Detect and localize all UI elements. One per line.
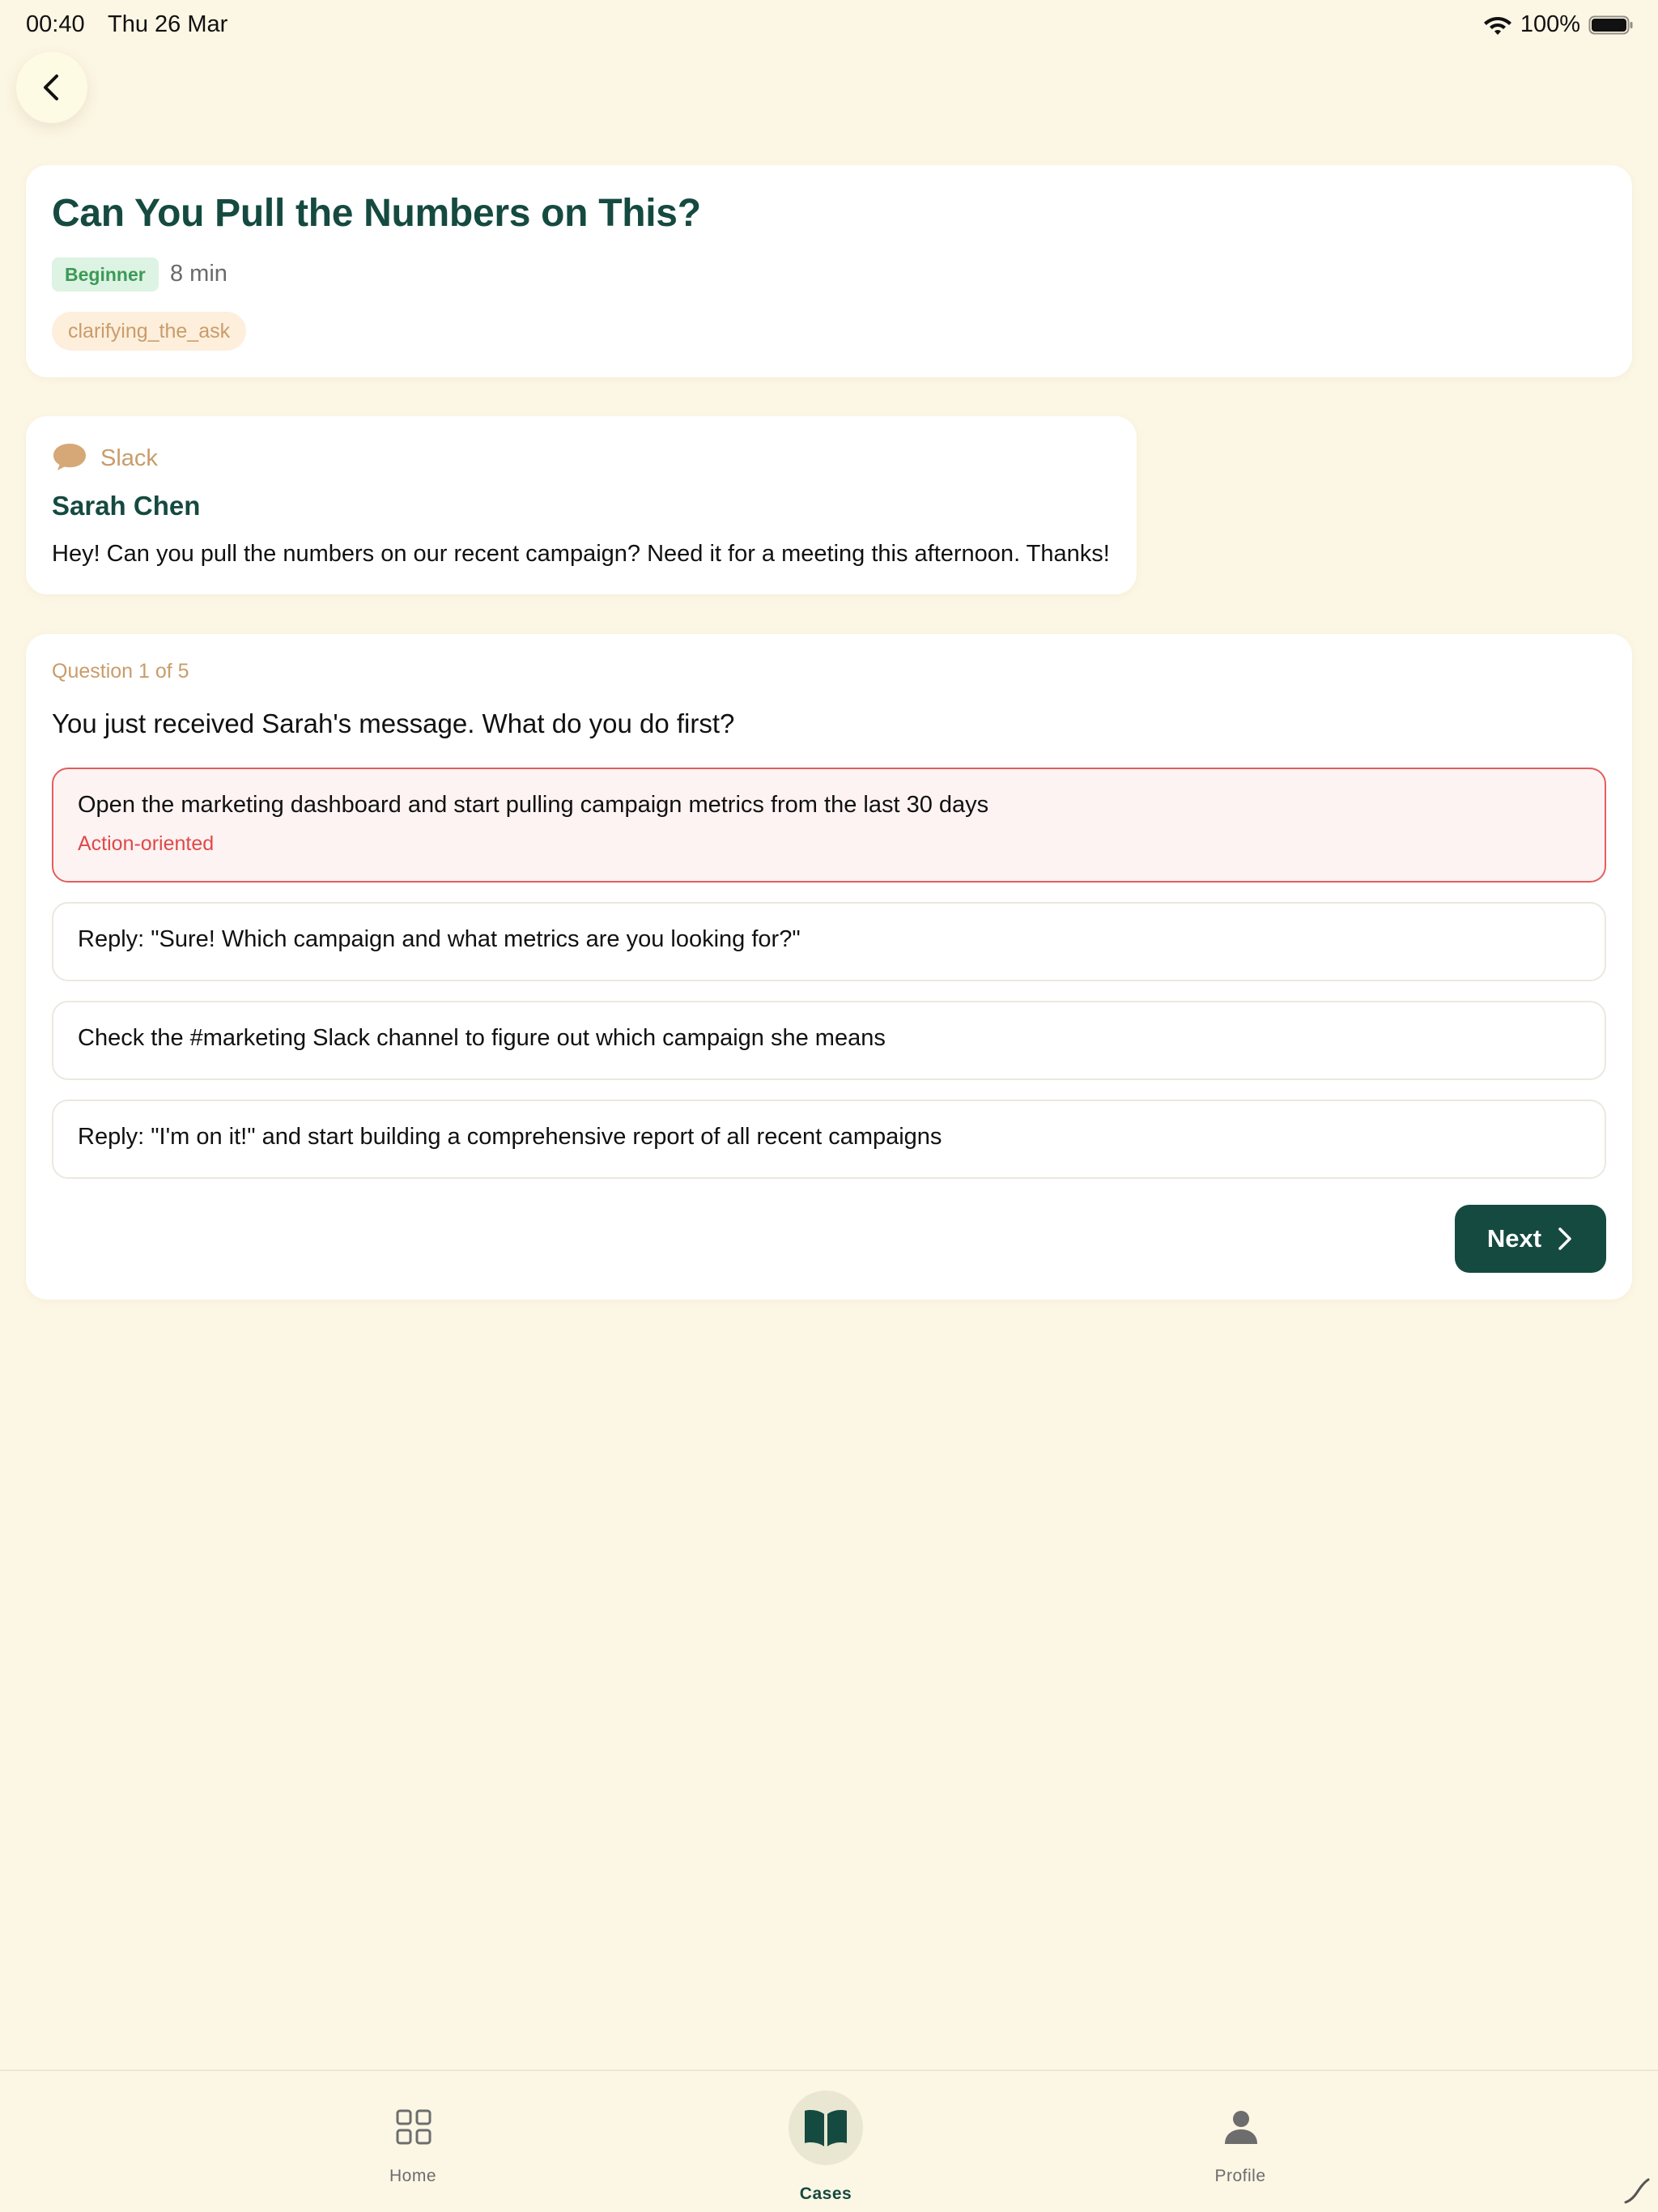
skill-tag: clarifying_the_ask bbox=[52, 312, 246, 351]
question-counter: Question 1 of 5 bbox=[52, 660, 189, 683]
tab-cases-label: Cases bbox=[799, 2184, 852, 2203]
battery-percentage: 100% bbox=[1520, 11, 1580, 37]
chevron-right-icon bbox=[1556, 1226, 1574, 1252]
back-button[interactable] bbox=[16, 52, 87, 123]
case-header-card bbox=[26, 165, 1632, 377]
answer-option-text: Check the #marketing Slack channel to figure out which campaign she means bbox=[78, 1025, 886, 1051]
chevron-left-icon bbox=[36, 71, 68, 104]
status-time: 00:40 bbox=[26, 11, 85, 37]
answer-option-4[interactable] bbox=[52, 1100, 1606, 1179]
message-text: Hey! Can you pull the numbers on our recent campaign? Need it for a meeting this afternoon. Thanks! bbox=[52, 541, 1110, 567]
tab-home-label: Home bbox=[389, 2167, 437, 2185]
channel-name: Slack bbox=[100, 445, 158, 471]
answer-option-text: Open the marketing dashboard and start pulling campaign metrics from the last 30 days bbox=[78, 792, 989, 818]
question-prompt: You just received Sarah's message. What do you do first? bbox=[52, 708, 735, 738]
grid-icon bbox=[395, 2108, 432, 2146]
book-icon bbox=[802, 2108, 849, 2148]
answer-option-text: Reply: "I'm on it!" and start building a comprehensive report of all recent campaigns bbox=[78, 1124, 942, 1150]
person-icon bbox=[1222, 2108, 1260, 2146]
tab-home[interactable] bbox=[332, 2071, 494, 2212]
case-title: Can You Pull the Numbers on This? bbox=[52, 192, 701, 235]
next-button[interactable] bbox=[1455, 1205, 1606, 1273]
bottom-tab-bar bbox=[0, 2069, 1658, 2212]
status-bar bbox=[0, 0, 1658, 52]
answer-option-2[interactable] bbox=[52, 902, 1606, 981]
status-indicators bbox=[1483, 11, 1634, 38]
duration-label: 8 min bbox=[170, 261, 227, 287]
scribble-handle-icon[interactable] bbox=[1622, 2176, 1652, 2206]
tab-cases[interactable] bbox=[745, 2071, 907, 2212]
tab-profile[interactable] bbox=[1159, 2071, 1321, 2212]
chat-bubble-icon bbox=[52, 442, 87, 473]
wifi-icon bbox=[1483, 14, 1512, 36]
answer-option-text: Reply: "Sure! Which campaign and what metrics are you looking for?" bbox=[78, 926, 801, 952]
difficulty-badge: Beginner bbox=[52, 257, 159, 291]
question-card bbox=[26, 634, 1632, 1300]
next-button-label: Next bbox=[1486, 1224, 1542, 1253]
active-tab-indicator bbox=[789, 2091, 863, 2165]
answer-option-3[interactable] bbox=[52, 1001, 1606, 1080]
sender-name: Sarah Chen bbox=[52, 491, 201, 521]
battery-icon bbox=[1588, 14, 1634, 36]
answer-option-1[interactable] bbox=[52, 768, 1606, 883]
tab-profile-label: Profile bbox=[1214, 2167, 1266, 2185]
message-card bbox=[26, 416, 1137, 594]
status-date: Thu 26 Mar bbox=[108, 11, 228, 37]
answer-option-tag: Action-oriented bbox=[78, 832, 215, 855]
